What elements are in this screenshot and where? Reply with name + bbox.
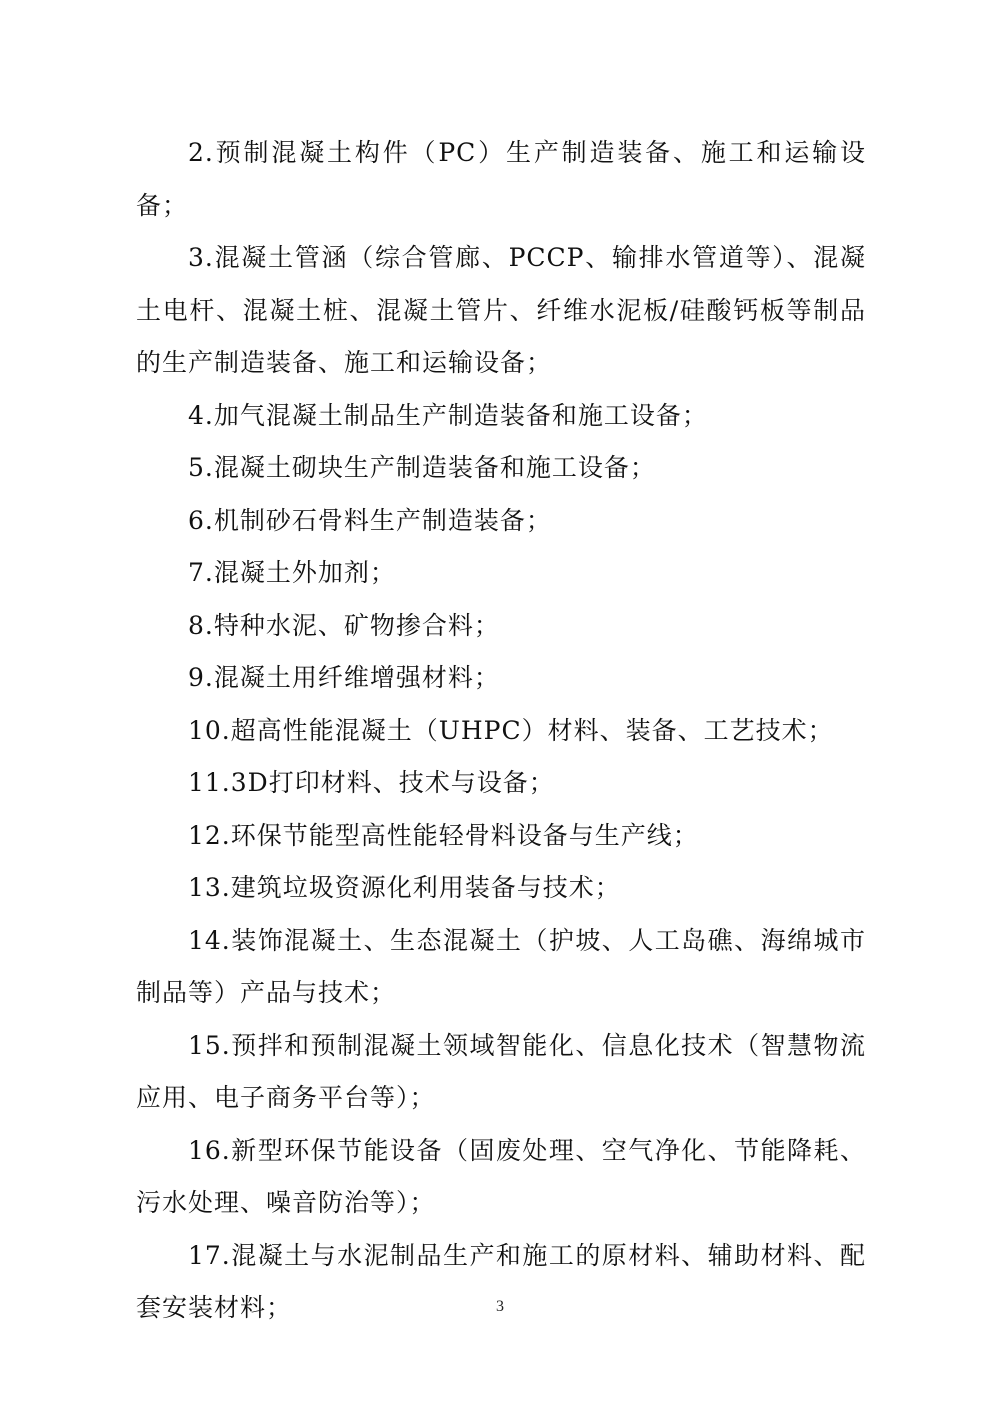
list-item: 13.建筑垃圾资源化利用装备与技术； xyxy=(188,873,621,902)
page-number: 3 xyxy=(496,1298,504,1315)
list-item: 2.预制混凝土构件（PC）生产制造装备、施工和运输设备； xyxy=(136,138,866,220)
list-item: 4.加气混凝土制品生产制造装备和施工设备； xyxy=(188,400,708,430)
list-item: 7.混凝土外加剂； xyxy=(188,558,396,587)
list-item: 14.装饰混凝土、生态混凝土（护坡、人工岛礁、海绵城市制品等）产品与技术； xyxy=(136,925,866,1007)
list-item: 10.超高性能混凝土（UHPC）材料、装备、工艺技术； xyxy=(188,715,834,745)
list-item: 16.新型环保节能设备（固废处理、空气净化、节能降耗、污水处理、噪音防治等）； xyxy=(136,1135,866,1217)
document-body xyxy=(136,127,866,1335)
list-item: 11.3D打印材料、技术与设备； xyxy=(188,768,555,797)
list-item: 8.特种水泥、矿物掺合料； xyxy=(188,610,500,640)
list-item: 3.混凝土管涵（综合管廊、PCCP、输排水管道等）、混凝土电杆、混凝土桩、混凝土管片、纤维水泥板/硅酸钙板等制品的生产制造装备、施工和运输设备； xyxy=(136,243,866,377)
list-item: 17.混凝土与水泥制品生产和施工的原材料、辅助材料、配套安装材料； xyxy=(136,1240,866,1322)
list-item: 15.预拌和预制混凝土领域智能化、信息化技术（智慧物流应用、电子商务平台等）； xyxy=(136,1030,866,1112)
list-item: 9.混凝土用纤维增强材料； xyxy=(188,663,500,692)
list-item: 12.环保节能型高性能轻骨料设备与生产线； xyxy=(188,820,699,850)
list-item: 5.混凝土砌块生产制造装备和施工设备； xyxy=(188,453,656,482)
list-item: 6.机制砂石骨料生产制造装备； xyxy=(188,505,552,535)
